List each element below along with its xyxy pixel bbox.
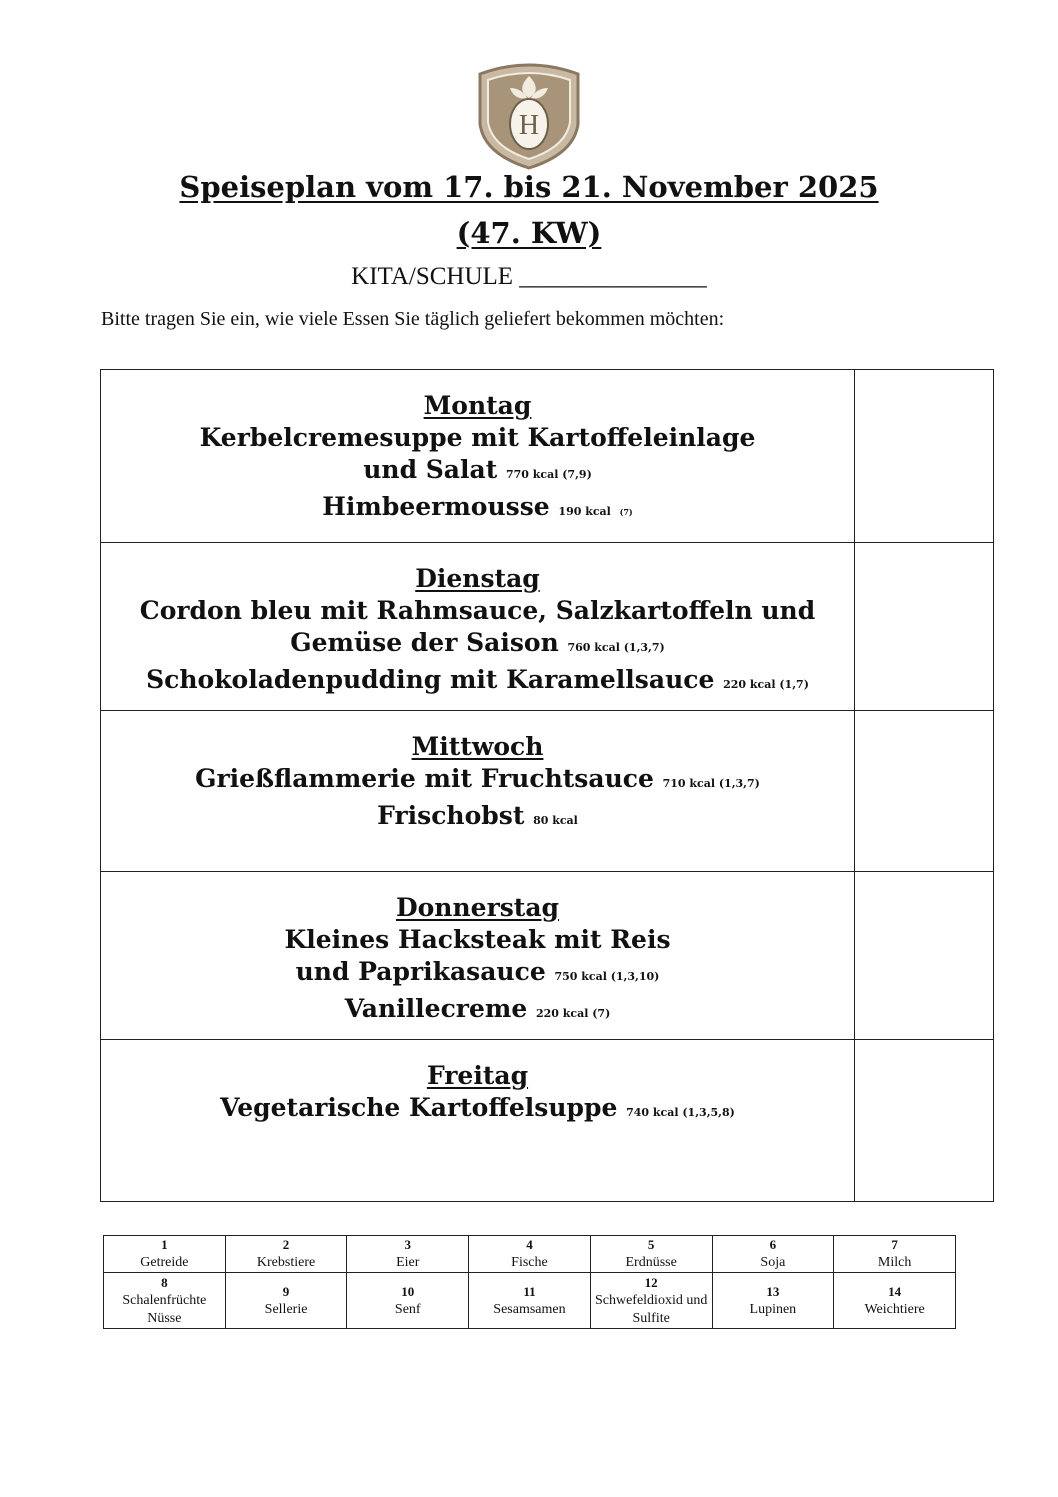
meal-line: Cordon bleu mit Rahmsauce, Salzkartoffeln und <box>139 596 816 625</box>
allergen-cell: 14 Weichtiere <box>834 1273 956 1329</box>
allergen-cell: 13 Lupinen <box>712 1273 834 1329</box>
allergen-legend-table <box>103 1235 956 1329</box>
kcal-info: 80 kcal <box>533 814 578 827</box>
menu-row-tuesday <box>101 543 994 711</box>
page-title: Speiseplan vom 17. bis 21. November 2025 <box>179 170 879 204</box>
allergen-cell: 5 Erdnüsse <box>590 1236 712 1273</box>
crest-logo <box>474 62 584 170</box>
kcal-info: 750 kcal (1,3,10) <box>554 970 660 983</box>
meal-cell <box>101 543 855 711</box>
menu-row-thursday <box>101 872 994 1040</box>
meal-line: Vegetarische Kartoffelsuppe 740 kcal (1,3,5,8) <box>220 1093 735 1122</box>
allergen-cell: 8 Schalenfrüchte Nüsse <box>104 1273 226 1329</box>
quantity-input-thursday[interactable] <box>855 872 994 1040</box>
allergen-cell: 4 Fische <box>469 1236 591 1273</box>
meal-line: und Paprikasauce 750 kcal (1,3,10) <box>295 957 660 986</box>
allergen-cell: 2 Krebstiere <box>225 1236 347 1273</box>
kcal-info: 220 kcal (7) <box>535 1007 611 1020</box>
kita-school-field[interactable]: KITA/SCHULE _______________ <box>351 263 707 290</box>
allergen-cell: 10 Senf <box>347 1273 469 1329</box>
allergen-row <box>104 1236 956 1273</box>
menu-row-wednesday <box>101 711 994 872</box>
meal-line: Grießflammerie mit Fruchtsauce 710 kcal (1,3,7) <box>195 764 760 793</box>
allergen-row <box>104 1273 956 1329</box>
allergen-cell: 12 Schwefeldioxid und Sulfite <box>590 1273 712 1329</box>
kcal-info: 710 kcal (1,3,7) <box>662 777 760 790</box>
meal-line: Himbeermousse 190 kcal (7) <box>322 492 633 521</box>
day-name: Dienstag <box>415 564 540 593</box>
meal-cell <box>101 370 855 543</box>
kcal-info: 220 kcal (1,7) <box>723 678 809 691</box>
kcal-info: 760 kcal (1,3,7) <box>567 641 665 654</box>
meal-line: Frischobst 80 kcal <box>377 801 578 830</box>
week-number: (47. KW) <box>456 216 602 250</box>
menu-row-monday <box>101 370 994 543</box>
meal-line: Vanillecreme 220 kcal (7) <box>344 994 611 1023</box>
day-name: Donnerstag <box>395 893 560 922</box>
meal-cell <box>101 1040 855 1202</box>
allergen-cell: 3 Eier <box>347 1236 469 1273</box>
meal-line: Kleines Hacksteak mit Reis <box>284 925 671 954</box>
kcal-info: 770 kcal (7,9) <box>505 468 592 481</box>
menu-row-friday <box>101 1040 994 1202</box>
allergen-cell: 11 Sesamsamen <box>469 1273 591 1329</box>
meal-line: und Salat 770 kcal (7,9) <box>363 455 592 484</box>
allergen-cell: 1 Getreide <box>104 1236 226 1273</box>
allergen-cell: 9 Sellerie <box>225 1273 347 1329</box>
meal-cell <box>101 711 855 872</box>
logo-letter: H <box>518 110 540 141</box>
meal-line: Schokoladenpudding mit Karamellsauce 220 kcal (1,7) <box>146 665 809 694</box>
quantity-input-monday[interactable] <box>855 370 994 543</box>
day-name: Mittwoch <box>411 732 544 761</box>
weekly-menu-table <box>100 369 994 1202</box>
allergen-codes: (7) <box>619 507 633 517</box>
allergen-cell: 7 Milch <box>834 1236 956 1273</box>
meal-line: Gemüse der Saison 760 kcal (1,3,7) <box>290 628 665 657</box>
meal-cell <box>101 872 855 1040</box>
meal-line: Kerbelcremesuppe mit Kartoffeleinlage <box>199 423 756 452</box>
quantity-input-tuesday[interactable] <box>855 543 994 711</box>
kcal-info: 740 kcal (1,3,5,8) <box>626 1106 735 1119</box>
quantity-input-friday[interactable] <box>855 1040 994 1202</box>
kcal-info: 190 kcal <box>558 505 611 518</box>
day-name: Montag <box>423 391 532 420</box>
day-name: Freitag <box>426 1061 529 1090</box>
allergen-cell: 6 Soja <box>712 1236 834 1273</box>
quantity-input-wednesday[interactable] <box>855 711 994 872</box>
instruction-text: Bitte tragen Sie ein, wie viele Essen Sie täglich geliefert bekommen möchten: <box>101 308 725 330</box>
